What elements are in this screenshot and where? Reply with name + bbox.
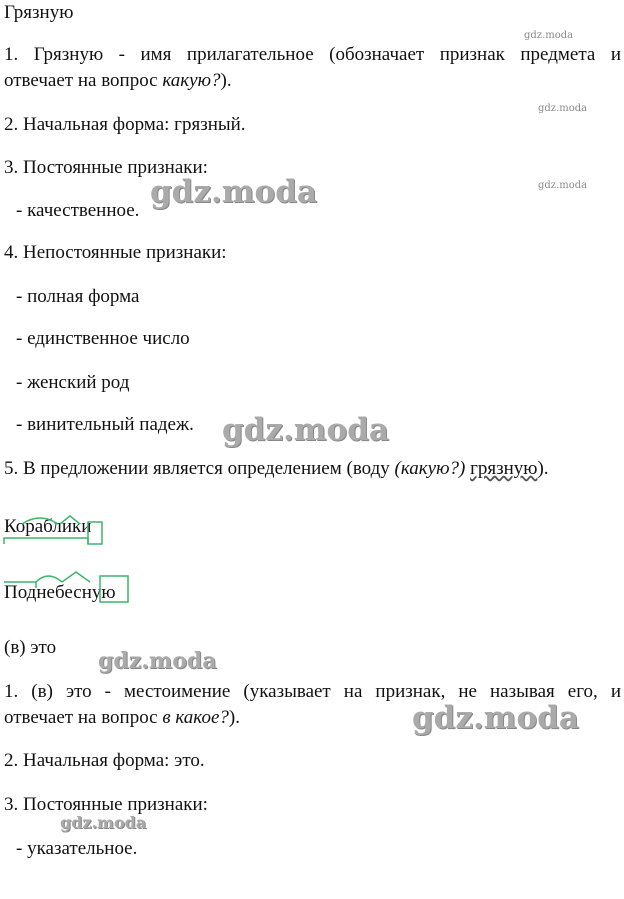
word1-p2: 2. Начальная форма: грязный. xyxy=(4,114,246,135)
word1-title: Грязную xyxy=(4,2,74,23)
watermark-big-1: gdz.moda xyxy=(150,174,317,210)
word1-p1-tail-post: ). xyxy=(220,70,232,91)
watermark-mid-2: gdz.moda xyxy=(60,813,147,832)
word4-p1-tail-ital: в какое? xyxy=(162,707,229,728)
word1-p5-post: ). xyxy=(537,458,549,479)
word1-p4-item-2: - единственное число xyxy=(16,328,190,349)
word4-p1-tail xyxy=(4,707,240,729)
watermark-mid-1: gdz.moda xyxy=(98,648,217,674)
word1-p4-item-1: - полная форма xyxy=(16,286,140,307)
word1-p4: 4. Непостоянные признаки: xyxy=(4,242,227,263)
word4-p2: 2. Начальная форма: это. xyxy=(4,750,205,771)
word1-p5 xyxy=(4,458,549,480)
word1-p5-pre: 5. В предложении является определением (воду xyxy=(4,458,395,479)
watermark-big-2: gdz.moda xyxy=(222,412,389,448)
word4-title: (в) это xyxy=(4,637,57,658)
word3-title: Поднебесную xyxy=(4,582,116,603)
watermark-small-1: gdz.moda xyxy=(524,30,574,41)
word1-p4-item-4: - винительный падеж. xyxy=(16,414,194,435)
word1-p3: 3. Постоянные признаки: xyxy=(4,157,208,178)
word1-p1-tail xyxy=(4,70,232,92)
word1-p3-item: - качественное. xyxy=(16,200,140,221)
word1-p1-lead: 1. Грязную - имя прилагательное (обозначает признак предмета и xyxy=(4,44,621,65)
word4-p3: 3. Постоянные признаки: xyxy=(4,794,208,815)
word2-title: Кораблики xyxy=(4,516,92,537)
word4-p1-tail-pre: отвечает на вопрос xyxy=(4,707,163,728)
watermark-small-2: gdz.moda xyxy=(538,103,588,114)
word1-p4-item-3: - женский род xyxy=(16,372,130,393)
word1-p1-tail-pre: отвечает на вопрос xyxy=(4,70,163,91)
word1-p5-word: грязную xyxy=(470,458,538,479)
watermark-big-3: gdz.moda xyxy=(412,700,579,736)
word4-p1-tail-post: ). xyxy=(228,707,240,728)
word1-p5-ital: (какую?) xyxy=(394,458,466,479)
word1-p1-tail-ital: какую? xyxy=(162,70,221,91)
watermark-small-3: gdz.moda xyxy=(538,180,588,191)
word4-p3-item: - указательное. xyxy=(16,838,138,859)
word4-p1-lead: 1. (в) это - местоимение (указывает на признак, не называя его, и xyxy=(4,681,621,702)
